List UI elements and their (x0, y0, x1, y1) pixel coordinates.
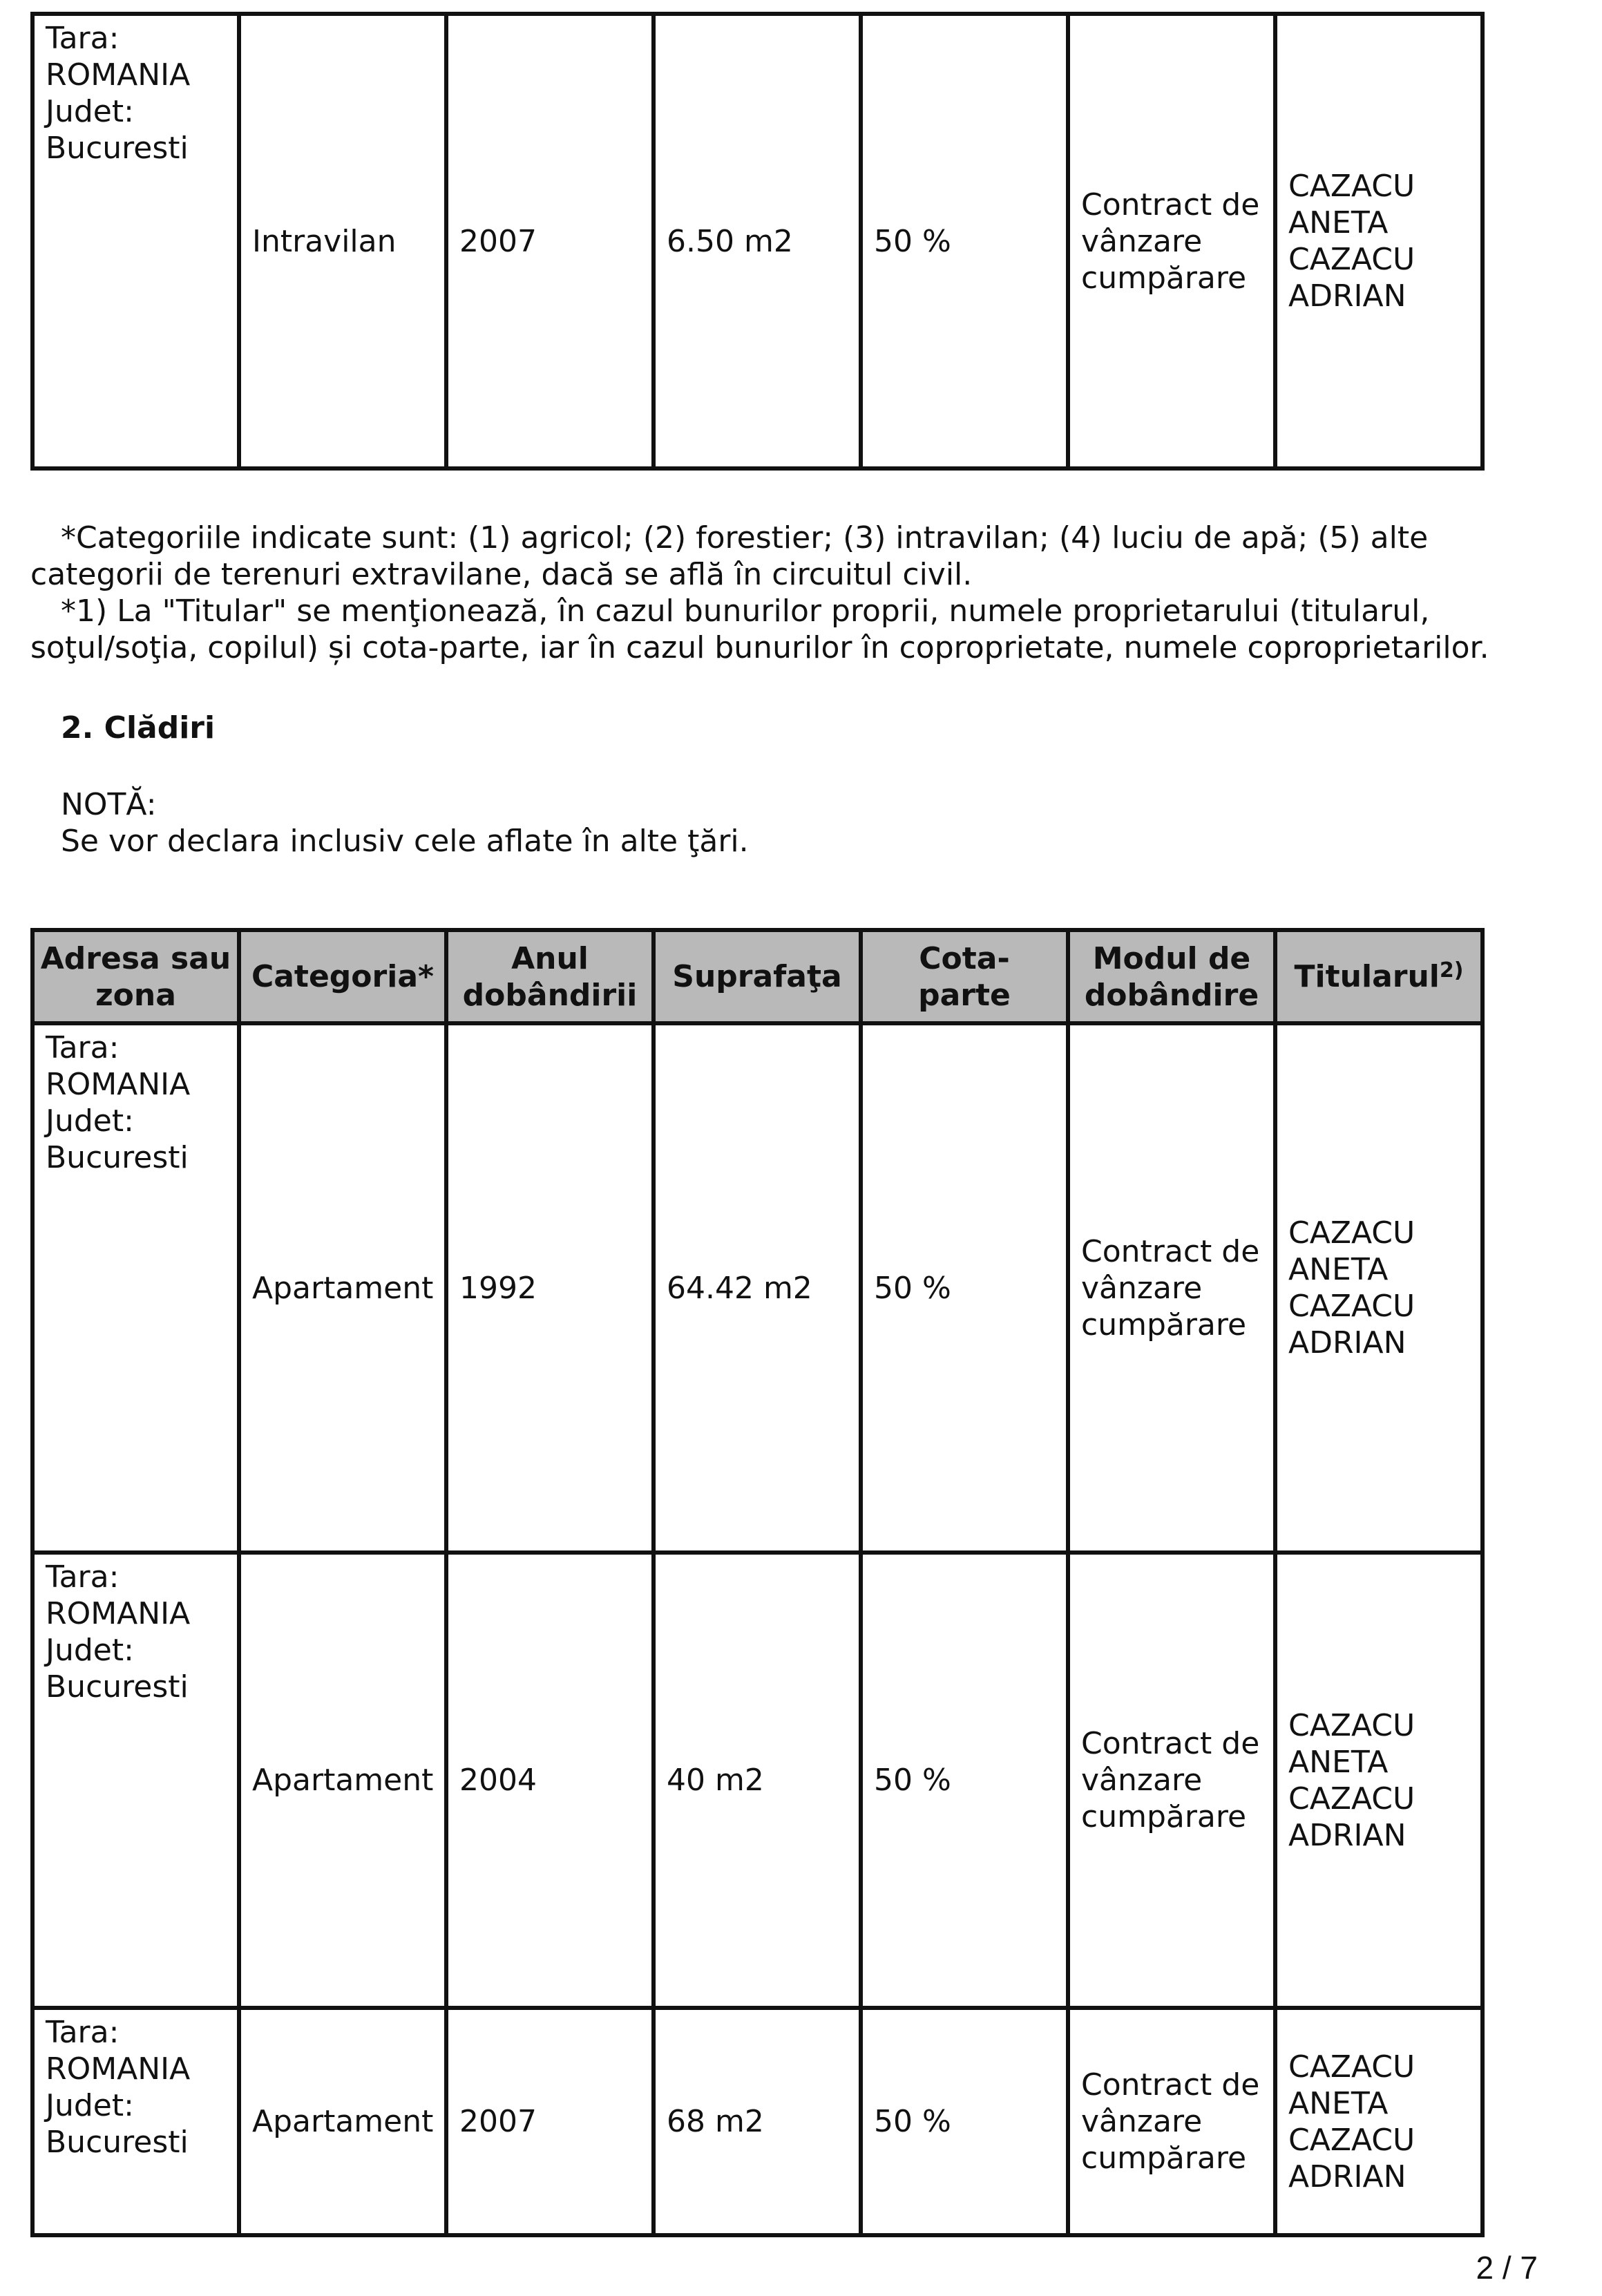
header-owner (1275, 930, 1482, 1023)
owner-line: CAZACU (1288, 2049, 1415, 2085)
page-number: 2 / 7 (1476, 2250, 1538, 2286)
mode-line: vânzare (1081, 223, 1203, 259)
section-heading: 2. Clădiri (61, 710, 216, 746)
year-cell: 2007 (446, 2008, 654, 2235)
mode-line: cumpărare (1081, 1799, 1247, 1834)
owner-line: ANETA (1288, 205, 1389, 240)
header-line: Anul (511, 940, 589, 976)
buildings-table (30, 928, 1485, 2237)
header-line: zona (95, 977, 176, 1013)
acquisition-mode-cell (1068, 14, 1275, 468)
mode-line: vânzare (1081, 2104, 1203, 2139)
address-cell (32, 14, 239, 468)
owner-cell (1275, 14, 1482, 468)
address-line: Tara: (46, 1559, 120, 1595)
mode-line: cumpărare (1081, 2141, 1247, 2176)
table-row (32, 1023, 1482, 1553)
owner-cell (1275, 1023, 1482, 1553)
address-line: ROMANIA (46, 1596, 191, 1631)
area-cell: 6.50 m2 (654, 14, 861, 468)
footnotes (30, 520, 1543, 666)
area-cell: 68 m2 (654, 2008, 861, 2235)
category-cell: Apartament (239, 1553, 446, 2008)
land-table (30, 12, 1485, 471)
table-row (32, 1553, 1482, 2008)
owner-cell (1275, 2008, 1482, 2235)
header-line: Cota- (919, 940, 1010, 976)
owner-line: CAZACU (1288, 1215, 1415, 1251)
area-cell: 40 m2 (654, 1553, 861, 2008)
address-cell (32, 1553, 239, 2008)
address-line: Tara: (46, 2015, 120, 2050)
address-cell (32, 2008, 239, 2235)
owner-cell (1275, 1553, 1482, 2008)
address-line: Tara: (46, 21, 120, 56)
owner-line: CAZACU (1288, 1289, 1415, 1324)
owner-line: CAZACU (1288, 1707, 1415, 1743)
owner-footnote: *1) La "Titular" se menţionează, în cazul bunurilor proprii, numele proprietarului (titularul, soţul/soţia, copilul) și cota-parte, iar în cazul bunurilor în coproprietate, numele coproprietarilor. (30, 594, 1489, 665)
address-line: Bucuresti (46, 1669, 189, 1705)
address-line: ROMANIA (46, 1067, 191, 1102)
address-line: Judet: (46, 1103, 134, 1139)
acquisition-mode-cell (1068, 2008, 1275, 2235)
table-header-row (32, 930, 1482, 1023)
category-cell: Apartament (239, 2008, 446, 2235)
category-cell: Intravilan (239, 14, 446, 468)
categories-footnote: *Categoriile indicate sunt: (1) agricol; (2) forestier; (3) intravilan; (4) luciu de apă; (5) alte categorii de terenuri extravilane, dacă se află în circuitul civil. (30, 520, 1429, 592)
year-cell: 2004 (446, 1553, 654, 2008)
table-row (32, 14, 1482, 468)
note-text: Se vor declara inclusiv cele aflate în alte ţări. (61, 824, 749, 859)
mode-line: Contract de (1081, 1233, 1260, 1269)
owner-line: ADRIAN (1288, 278, 1406, 314)
owner-line: ADRIAN (1288, 1817, 1406, 1853)
address-line: Judet: (46, 1633, 134, 1668)
header-line: parte (918, 977, 1011, 1013)
header-owner-label: Titularul (1294, 959, 1440, 994)
header-address (32, 930, 239, 1023)
owner-line: ANETA (1288, 2085, 1389, 2121)
header-year (446, 930, 654, 1023)
address-line: Judet: (46, 94, 134, 129)
share-cell: 50 % (861, 2008, 1068, 2235)
owner-line: ANETA (1288, 1252, 1389, 1287)
mode-line: Contract de (1081, 2067, 1260, 2103)
header-category: Categoria* (239, 930, 446, 1023)
address-line: Bucuresti (46, 131, 189, 166)
address-line: ROMANIA (46, 57, 191, 93)
address-line: Judet: (46, 2088, 134, 2123)
header-owner-footnote-ref: 2) (1439, 958, 1464, 983)
owner-line: CAZACU (1288, 2122, 1415, 2158)
address-line: Bucuresti (46, 2125, 189, 2160)
mode-line: Contract de (1081, 1726, 1260, 1761)
address-line: ROMANIA (46, 2051, 191, 2087)
note-label: NOTĂ: (61, 787, 157, 822)
category-cell: Apartament (239, 1023, 446, 1553)
mode-line: vânzare (1081, 1270, 1203, 1306)
area-cell: 64.42 m2 (654, 1023, 861, 1553)
header-acquisition-mode (1068, 930, 1275, 1023)
year-cell: 2007 (446, 14, 654, 468)
acquisition-mode-cell (1068, 1023, 1275, 1553)
owner-line: CAZACU (1288, 169, 1415, 204)
header-share (861, 930, 1068, 1023)
acquisition-mode-cell (1068, 1553, 1275, 2008)
address-cell (32, 1023, 239, 1553)
header-line: dobândire (1084, 977, 1259, 1013)
owner-line: ADRIAN (1288, 2159, 1406, 2194)
mode-line: Contract de (1081, 187, 1260, 222)
header-line: Modul de (1092, 940, 1251, 976)
share-cell: 50 % (861, 1023, 1068, 1553)
table-row (32, 2008, 1482, 2235)
mode-line: cumpărare (1081, 1307, 1247, 1343)
mode-line: vânzare (1081, 1763, 1203, 1798)
share-cell: 50 % (861, 1553, 1068, 2008)
owner-line: CAZACU (1288, 1781, 1415, 1816)
header-line: Adresa sau (40, 940, 231, 976)
mode-line: cumpărare (1081, 260, 1247, 296)
owner-line: ADRIAN (1288, 1325, 1406, 1360)
header-line: dobândirii (462, 977, 638, 1013)
header-area: Suprafaţa (654, 930, 861, 1023)
year-cell: 1992 (446, 1023, 654, 1553)
address-line: Tara: (46, 1030, 120, 1065)
owner-line: ANETA (1288, 1744, 1389, 1780)
owner-line: CAZACU (1288, 242, 1415, 277)
share-cell: 50 % (861, 14, 1068, 468)
address-line: Bucuresti (46, 1140, 189, 1175)
note-block (61, 786, 749, 860)
